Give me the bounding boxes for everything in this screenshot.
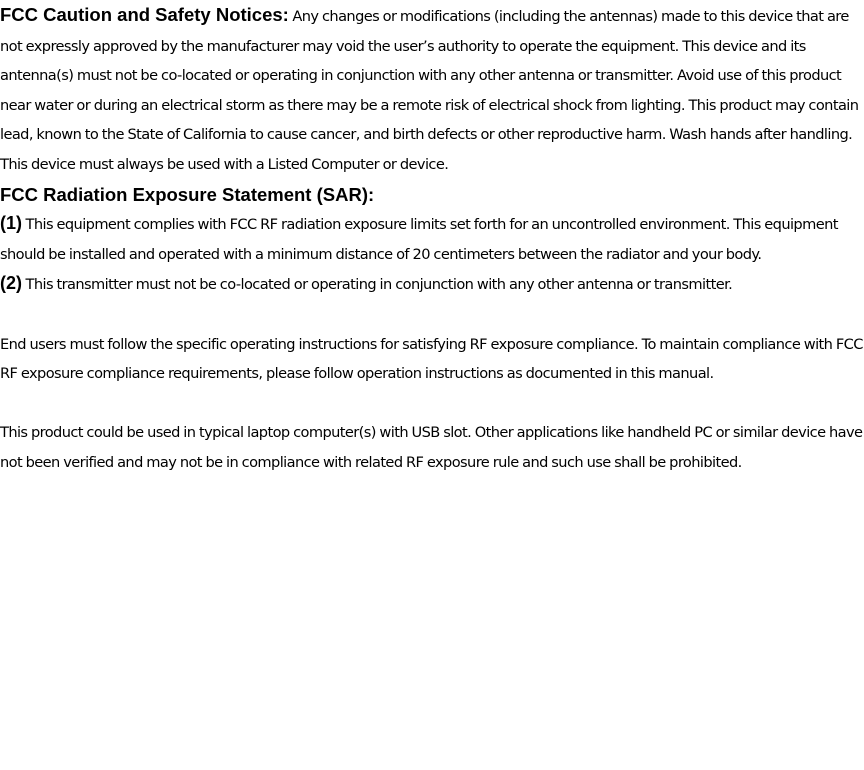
radiation-item xyxy=(0,269,864,300)
paragraph-spacer xyxy=(0,389,864,419)
item-text: This transmitter must not be co-located or operating in conjunction with any other antenna or transmitter. xyxy=(25,276,733,294)
radiation-heading: FCC Radiation Exposure Statement (SAR): xyxy=(0,183,375,205)
caution-heading: FCC Caution and Safety Notices: xyxy=(0,4,289,25)
end-users-paragraph: End users must follow the specific operating instructions for satisfying RF exposure compliance. To maintain compliance with FCC RF exposure compliance requirements, please follow operation instructions as documented in this manual. xyxy=(0,335,863,383)
caution-paragraph xyxy=(0,0,864,180)
caution-text: Any changes or modifications (including the antennas) made to this device that are not expressly approved by the manufacturer may void the user’s authority to operate the equipment. This device and its antenna(s) must not be co-located or operating in conjunction with any other antenna or transmitter. Avoid use of this product near water or during an electrical storm as there may be a remote risk of electrical shock from lighting. This product may contain lead, known to the State of California to cause cancer, and birth defects or other reproductive harm. Wash hands after handling. This device must always be used with a Listed Computer or device. xyxy=(0,8,859,173)
product-use-paragraph: This product could be used in typical laptop computer(s) with USB slot. Other applications like handheld PC or similar device have not been verified and may not be in compliance with related RF exposure rule and such use shall be prohibited. xyxy=(0,424,863,471)
item-number: (1) xyxy=(0,213,22,234)
item-number: (2) xyxy=(0,273,22,294)
paragraph-spacer xyxy=(0,300,864,330)
item-text: This equipment complies with FCC RF radiation exposure limits set forth for an uncontrolled environment. This equipment should be installed and operated with a minimum distance of 20 centimeters between the radiator and your body. xyxy=(0,216,838,263)
radiation-item xyxy=(0,209,864,269)
